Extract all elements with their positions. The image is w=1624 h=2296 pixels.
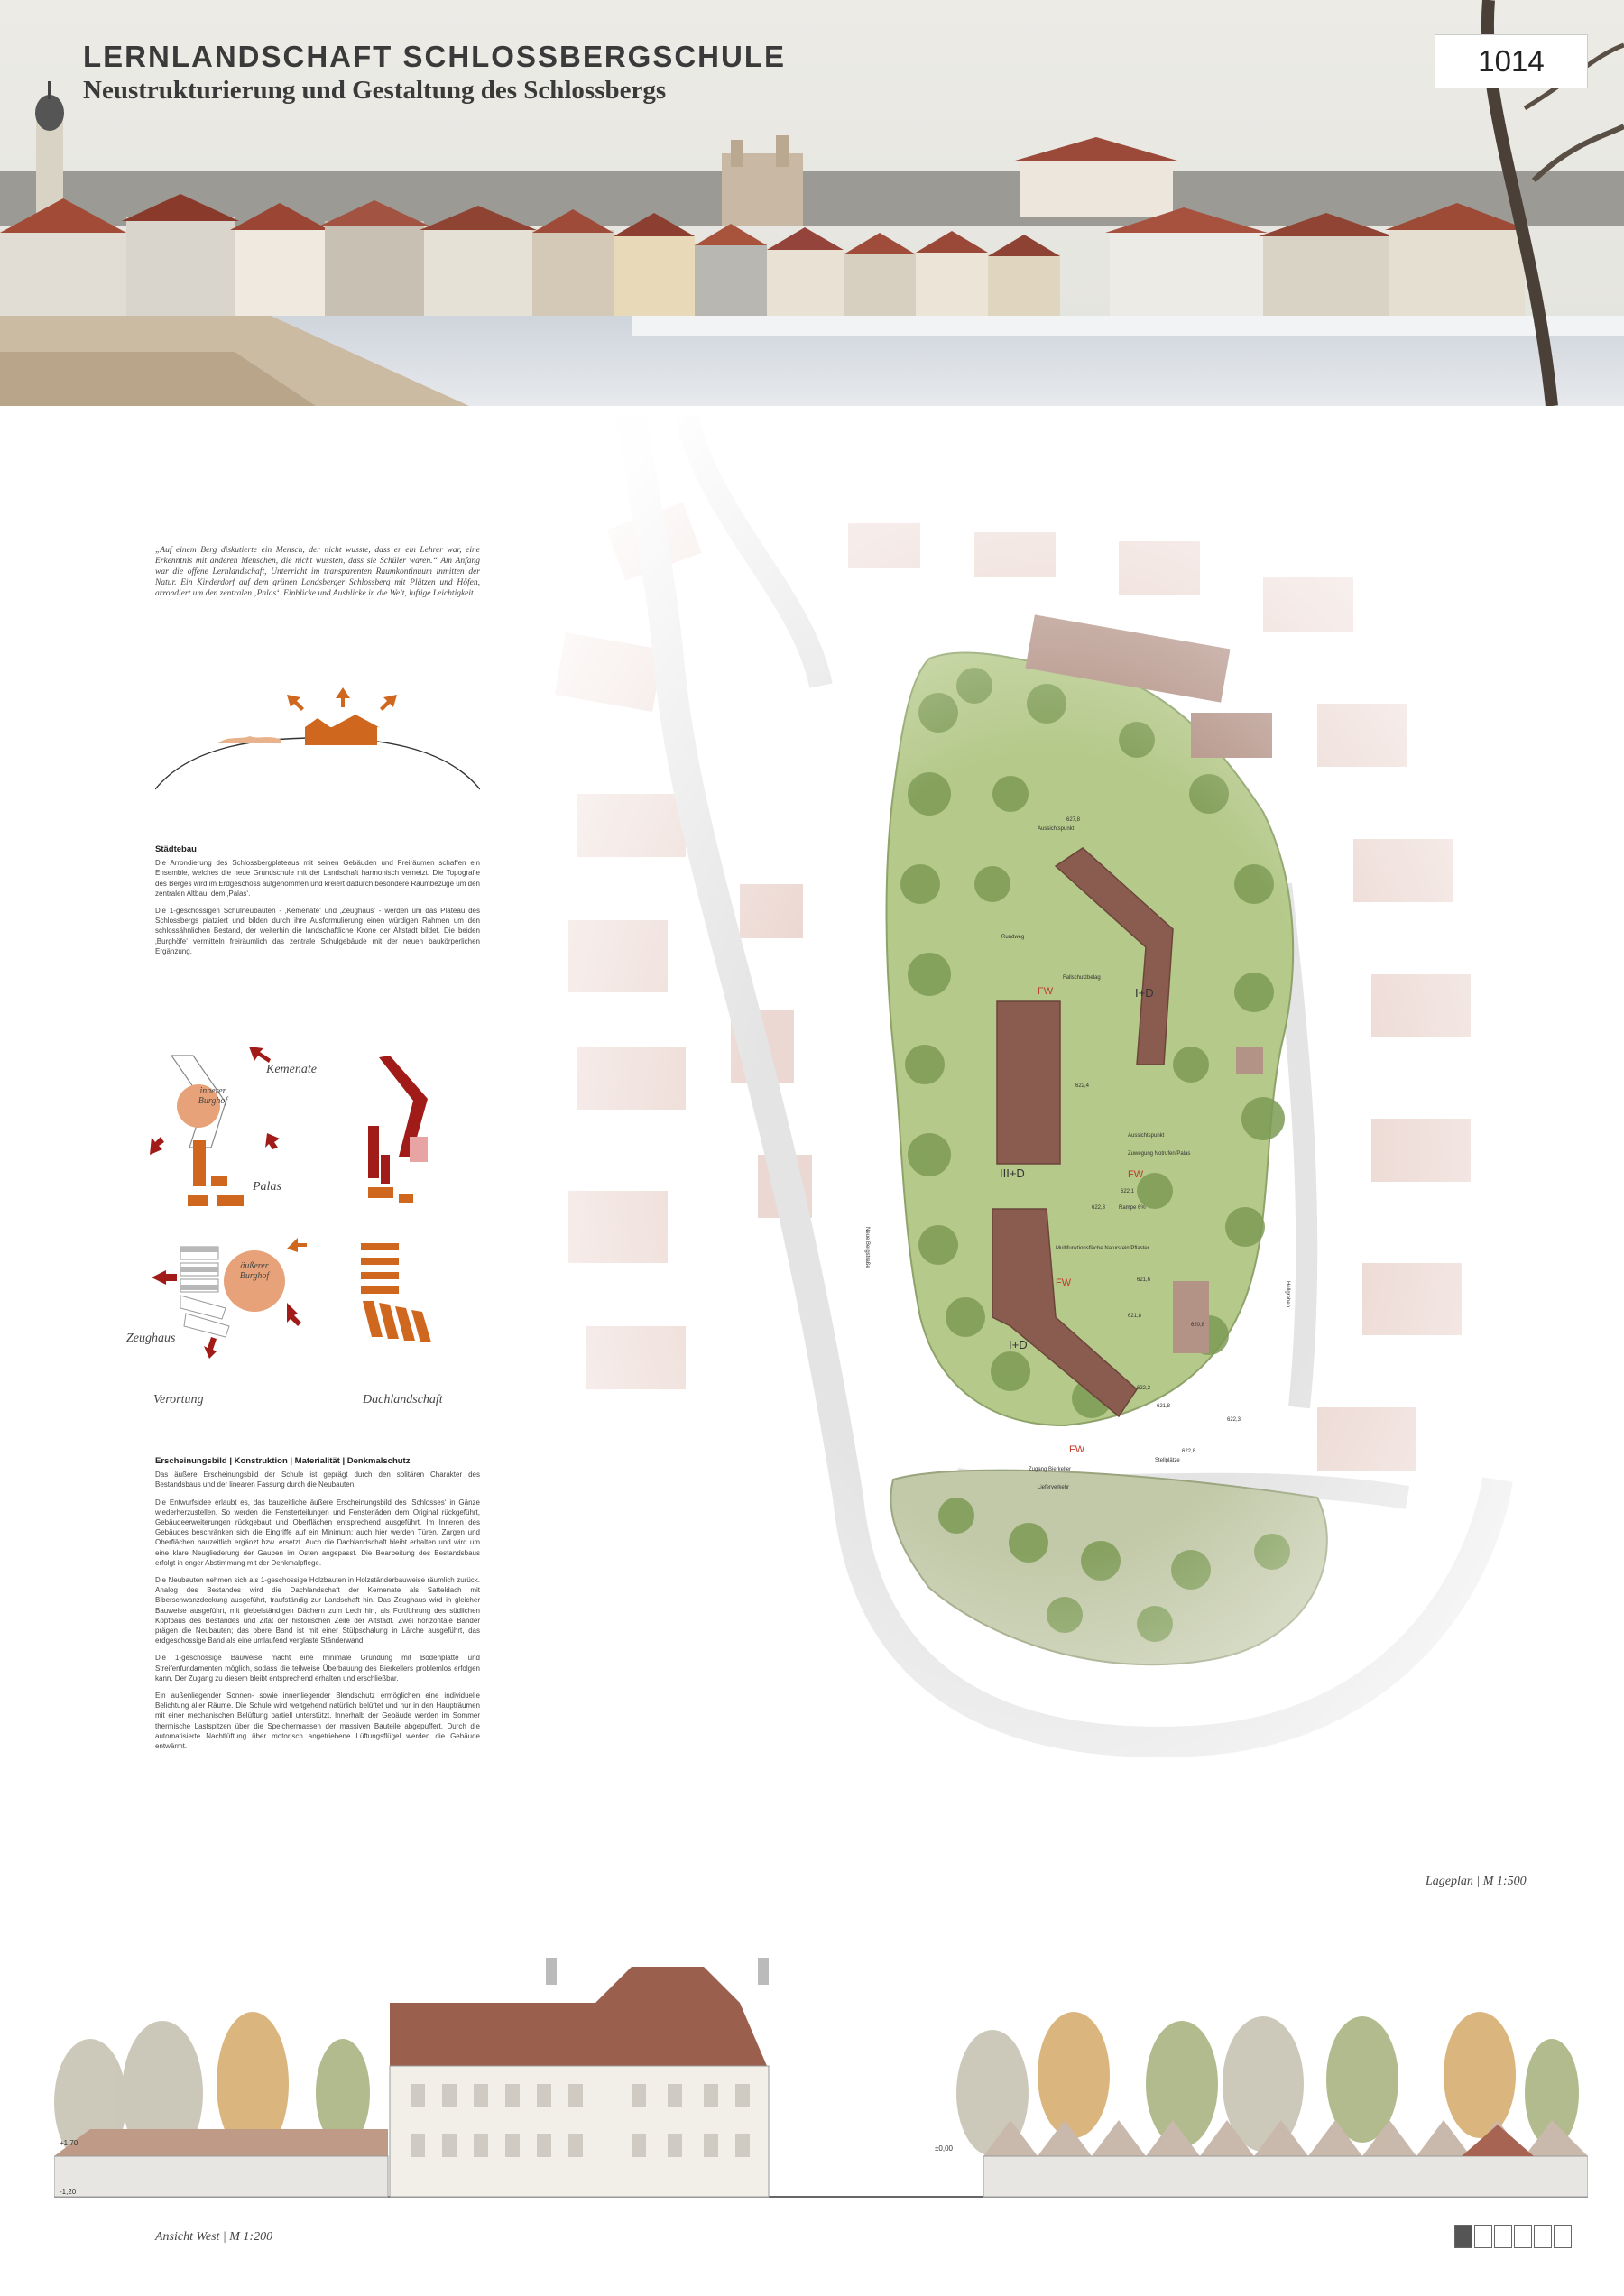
sheet-indicator <box>1454 2225 1573 2248</box>
arrow-icons <box>287 1238 307 1252</box>
sheet-box <box>1534 2225 1552 2248</box>
sheet-box <box>1494 2225 1512 2248</box>
sheet-box <box>1454 2225 1472 2248</box>
paragraph: Die 1-geschossigen Schulneubauten - ‚Kemenate‘ und ‚Zeughaus‘ - werden um das Plateau des Schlossbergs platziert und bilden durch ihre Ausformulierung einen würdigen Rahmen um den schlossähnlichen Bestand, der weiterhin die landschaftliche Krone der Altstadt bildet. Die beiden ‚Burghöfe‘ vermitteln freiräumlich das zentrale Schulgebäude mit der neuen baukörperlichen Ergänzung. <box>155 907 480 955</box>
label-palas: Palas <box>253 1180 281 1194</box>
paragraph: Die Arrondierung des Schlossbergplateaus mit seinen Gebäuden und Freiräumen schaffen ein Ensemble, welches die neue Grundschule mit der Landschaft harmonisch vernetzt. Die Topografie des Berges wird im Erdgeschoss aufgenommen und kreiert dadurch besondere Raumbezüge um den zentralen Altbau, dem ‚Palas‘. <box>155 859 480 898</box>
paragraph: Das äußere Erscheinungsbild der Schule ist geprägt durch den solitären Charakter des Bestandsbaus und der linearen Fassung durch die Neubauten. <box>155 1471 480 1489</box>
label-aeusserer-burghof: äußerer Burghof <box>239 1261 270 1281</box>
sheet-box <box>1554 2225 1572 2248</box>
header-panorama <box>0 0 1624 406</box>
section-erscheinungsbild <box>155 1456 480 1758</box>
label-verortung: Verortung <box>153 1393 204 1406</box>
intro-text: „Auf einem Berg diskutierte ein Mensch, der nicht wusste, dass er ein Lehrer war, eine Erkenntnis mit anderen Menschen, die nicht wussten, dass sie Schüler waren.“ Am Anfang war die offene Lernlandschaft, Unterricht im transparenten Raumkontinuum inmitten der Natur. Ein Kinderdorf auf dem grünen Landsberger Schlossberg mit Plätzen und Höfen, arrondiert um den zentralen ‚Palas‘. Einblicke und Ausblicke in die Welt, luftige Leichtigkeit. <box>155 546 480 598</box>
arrow-icons <box>287 687 397 711</box>
label-dachlandschaft: Dachlandschaft <box>363 1393 443 1406</box>
site-plan <box>505 415 1588 1895</box>
page-subtitle: Neustrukturierung und Gestaltung des Schlossbergs <box>83 76 667 105</box>
level-marker-3: -1,20 <box>60 2188 77 2196</box>
paragraph: Die Neubauten nehmen sich als 1-geschossige Holzbauten in Holzständerbauweise räumlich zurück. Analog des Bestandes wird die Dachlandschaft der Kemenate als Satteldach mit Biberschwanzdeckung ausgeführt, traufständig zur Landschaft hin. Das Zeughaus wird in gleicher Bauweise ausgeführt, mit giebelständigen Dächern zum Lech hin, als Fortführung des südlichen Kopfbaus des Bestandes und Zitat der historischen Zeile der Altstadt. Zwei horizontale Bänder prägen die Neubauten; das obere Band ist mit einer Stülpschalung in Lärche ausgeführt, das erdgeschossige Band als eine umlaufend verglaste Ständerwand. <box>155 1576 480 1646</box>
elevation-caption: Ansicht West | M 1:200 <box>155 2230 273 2244</box>
entry-number-badge: 1014 <box>1435 34 1588 88</box>
paragraph: Ein außenliegender Sonnen- sowie innenliegender Blendschutz ermöglichen eine individuelle Belichtung aller Räume. Die Schule wird weitgehend natürlich belüftet und nur in den Haupträumen mit einer mechanischen Belüftung partiell unterstützt. Innerhalb der Gebäude werden im Sommer thermische Lastspitzen über die Speichermassen der massiven Bauteile abgepuffert. Durch die automatisierte Nachtlüftung über motorisch angetriebene Lüftungsflügel werden die Gebäude entwärmt. <box>155 1692 480 1751</box>
concept-diagram <box>117 1047 496 1425</box>
hill-diagram <box>155 668 480 794</box>
label-kemenate: Kemenate <box>266 1063 317 1076</box>
concept-shapes <box>117 1047 496 1407</box>
section-heading: Erscheinungsbild | Konstruktion | Materialität | Denkmalschutz <box>155 1456 411 1466</box>
page-title: LERNLANDSCHAFT SCHLOSSBERGSCHULE <box>83 40 787 73</box>
label-zeughaus: Zeughaus <box>126 1332 176 1345</box>
paragraph: Die Entwurfsidee erlaubt es, das bauzeitliche äußere Erscheinungsbild des ‚Schlosses‘ in Gänze wiederherzustellen. So werden die Fensterteilungen und Fensterläden dem Original rückgeführt, Gebäudeerweiterungen rückgebaut und Oberflächen entsprechend ausgeführt. Im Inneren des Gebäudes beschränken sich die Eingriffe auf ein Minimum; auch hier werden Türen, Zargen und Oberflächen bauzeitlich ergänzt bzw. ersetzt. Auch die Dachlandschaft bleibt erhalten und wird um eine klare Neugliederung der Gauben im Osten angepasst. Die Bearbeitung des Bestandsbaus erfolgt in enger Abstimmung mit der Denkmalpflege. <box>155 1498 480 1567</box>
level-marker-2: ±0,00 <box>935 2144 953 2153</box>
sheet-box <box>1514 2225 1532 2248</box>
elevation-west <box>54 1940 1588 2210</box>
section-staedtebau <box>155 844 480 964</box>
label-innerer-burghof: innerer Burghof <box>198 1086 228 1106</box>
section-heading: Städtebau <box>155 844 197 854</box>
site-plan-caption: Lageplan | M 1:500 <box>1426 1875 1527 1888</box>
level-marker-1: +1,70 <box>60 2139 78 2147</box>
sheet-box <box>1474 2225 1492 2248</box>
paragraph: Die 1-geschossige Bauweise macht eine minimale Gründung mit Bodenplatte und Streifenfundamenten möglich, sodass die teilweise Überbauung des Bierkellers problemlos erfolgen kann. Der Zugang zu diesem bleibt entsprechend erhalten und erschließbar. <box>155 1654 480 1683</box>
